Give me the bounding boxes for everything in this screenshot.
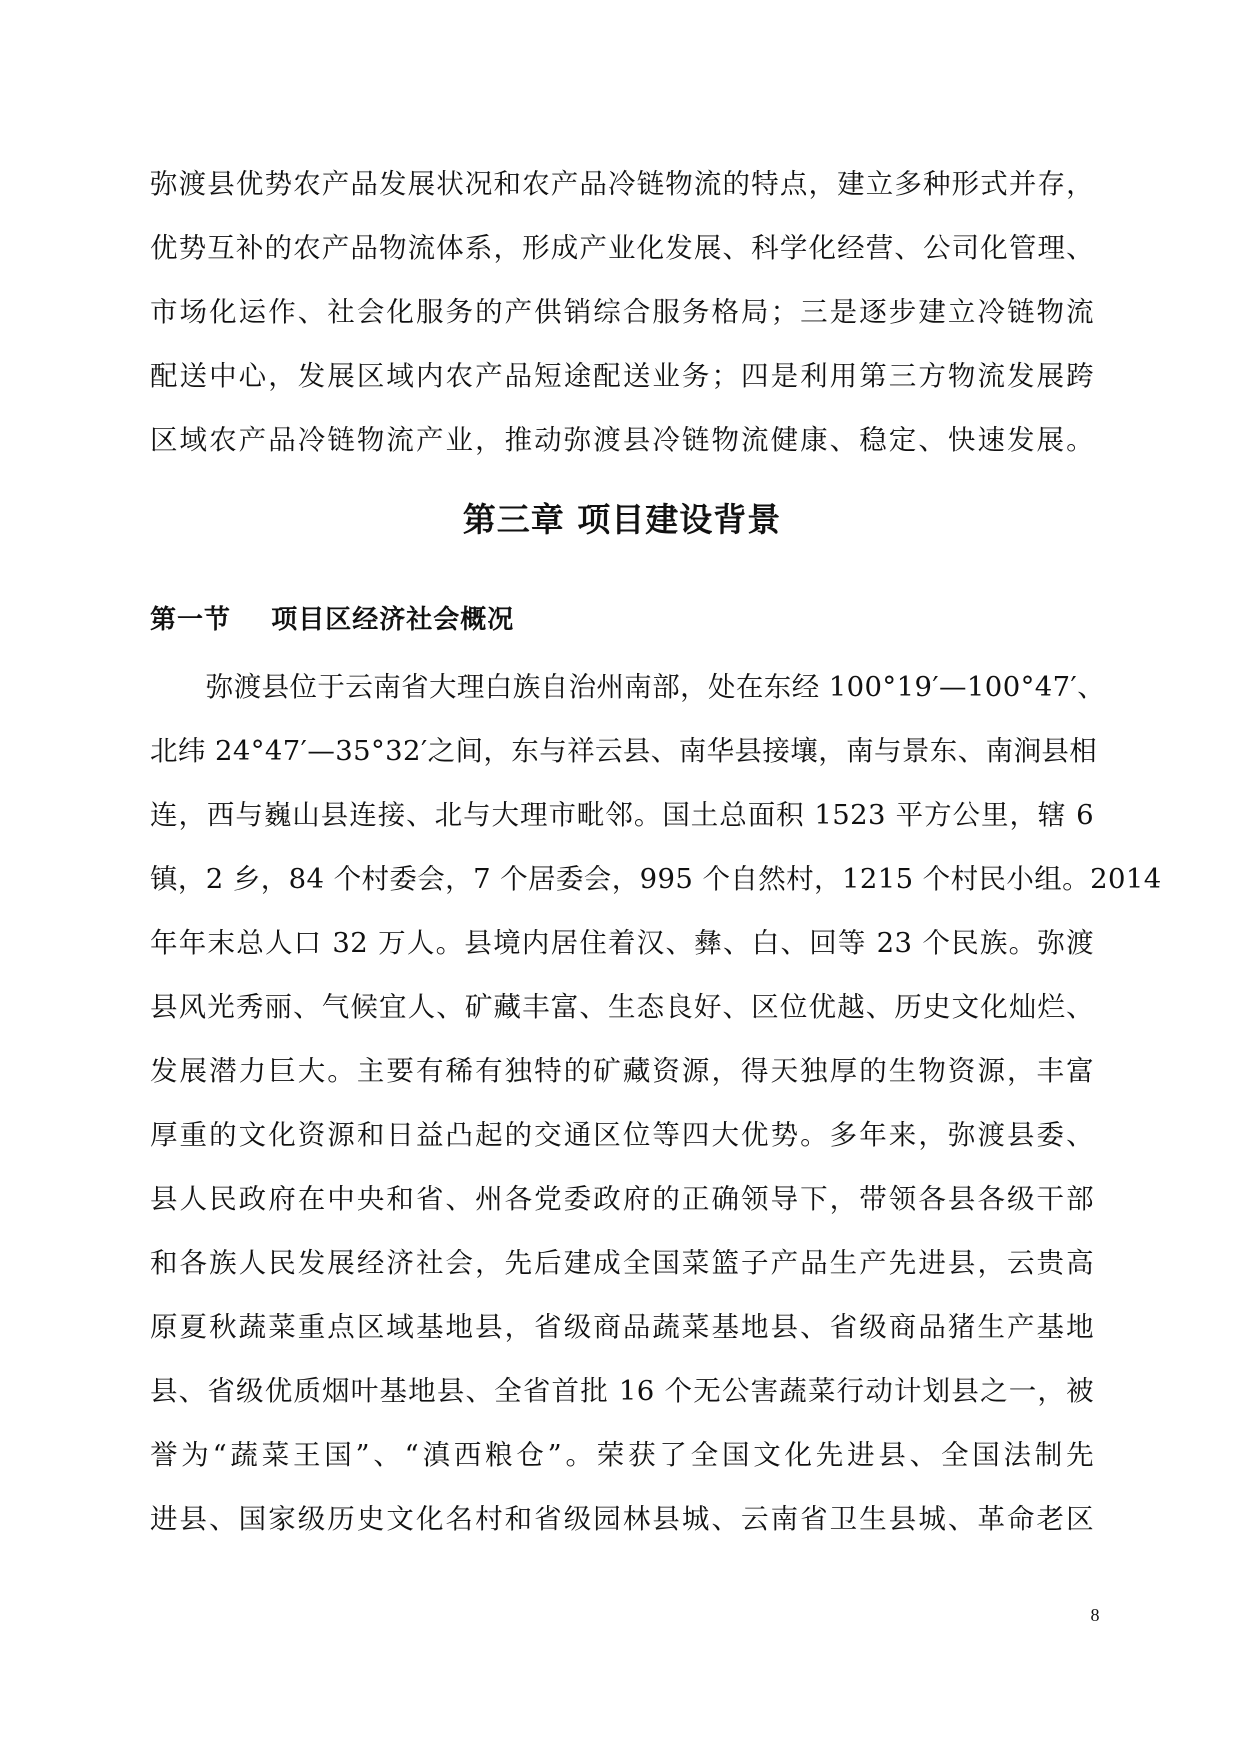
paragraph-line: 连，西与巍山县连接、北与大理市毗邻。国土总面积 1523 平方公里，辖 6: [150, 799, 1094, 831]
paragraph-line: 誉为“蔬菜王国”、“滇西粮仓”。荣获了全国文化先进县、全国法制先: [150, 1439, 1094, 1471]
paragraph-line: 优势互补的农产品物流体系，形成产业化发展、科学化经营、公司化管理、: [150, 232, 1094, 264]
paragraph-line: 镇，2 乡，84 个村委会，7 个居委会，995 个自然村，1215 个村民小组。2014: [150, 863, 1162, 895]
main-paragraph: [150, 655, 1162, 1551]
paragraph-line: 和各族人民发展经济社会，先后建成全国菜篮子产品生产先进县，云贵高: [150, 1247, 1094, 1279]
section-heading: 第一节 项目区经济社会概况: [150, 605, 515, 635]
paragraph-line: 配送中心，发展区域内农产品短途配送业务；四是利用第三方物流发展跨: [150, 360, 1094, 392]
paragraph-line: 厚重的文化资源和日益凸起的交通区位等四大优势。多年来，弥渡县委、: [150, 1119, 1094, 1151]
paragraph-line: 市场化运作、社会化服务的产供销综合服务格局；三是逐步建立冷链物流: [150, 296, 1094, 328]
paragraph-line: 弥渡县位于云南省大理白族自治州南部，处在东经 100°19′—100°47′、: [150, 671, 1106, 703]
paragraph-line: 弥渡县优势农产品发展状况和农产品冷链物流的特点，建立多种形式并存，: [150, 168, 1094, 200]
page-number: 8: [1090, 1605, 1100, 1625]
paragraph-line: 原夏秋蔬菜重点区域基地县，省级商品蔬菜基地县、省级商品猪生产基地: [150, 1311, 1094, 1343]
paragraph-line: 年年末总人口 32 万人。县境内居住着汉、彝、白、回等 23 个民族。弥渡: [150, 927, 1094, 959]
paragraph-line: 北纬 24°47′—35°32′之间，东与祥云县、南华县接壤，南与景东、南涧县相: [150, 735, 1098, 767]
paragraph-line: 县人民政府在中央和省、州各党委政府的正确领导下，带领各县各级干部: [150, 1183, 1094, 1215]
chapter-title: 第三章 项目建设背景: [462, 500, 782, 539]
paragraph-line: 发展潜力巨大。主要有稀有独特的矿藏资源，得天独厚的生物资源，丰富: [150, 1055, 1094, 1087]
paragraph-line: 区域农产品冷链物流产业，推动弥渡县冷链物流健康、稳定、快速发展。: [150, 424, 1094, 456]
top-paragraph: [150, 152, 1094, 472]
paragraph-line: 县、省级优质烟叶基地县、全省首批 16 个无公害蔬菜行动计划县之一，被: [150, 1375, 1094, 1407]
paragraph-line: 县风光秀丽、气候宜人、矿藏丰富、生态良好、区位优越、历史文化灿烂、: [150, 991, 1094, 1023]
paragraph-line: 进县、国家级历史文化名村和省级园林县城、云南省卫生县城、革命老区: [150, 1503, 1094, 1535]
